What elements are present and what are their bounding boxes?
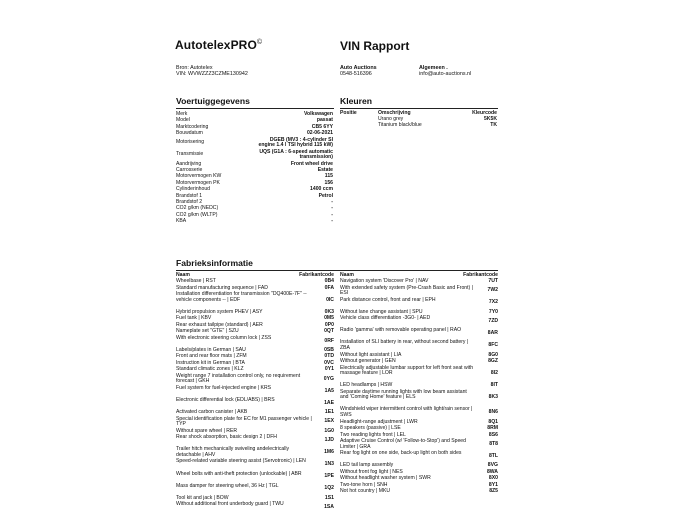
company-name: Auto Auctions [340, 65, 377, 71]
factory-item-name: Without front fog light | NES [340, 468, 403, 475]
factory-item-name: Electronic differential lock (EDL/ABS) | BRS [176, 397, 275, 403]
vehicle-value: 1400 ccm [310, 186, 333, 193]
factory-item-name: LED headlamps | HSW [340, 382, 393, 389]
factory-item-code: 7W2 [487, 287, 498, 294]
factory-item-name: Labels/plates in German | SAU [176, 346, 246, 353]
factory-item-name: Fuel system for fuel-injected engine | KRS [176, 384, 272, 391]
vehicle-value: - [331, 211, 333, 218]
factory-item-name: Tool kit and jack | BOW [176, 494, 229, 501]
vehicle-label: Merk [176, 111, 188, 117]
vehicle-label: Cylinderinhoud [176, 186, 210, 193]
factory-item-code: 8Z5 [489, 488, 498, 495]
vehicle-label: Bouwdatum [176, 130, 203, 137]
color-description: Urano grey [378, 116, 404, 122]
factory-item-code: 1Q2 [324, 485, 334, 492]
factory-item-name: LED tail lamp assembly [340, 462, 394, 469]
factory-item-name: Rear exhaust tailpipe (standard) | AER [176, 321, 263, 328]
factory-item-code: 8TL [488, 452, 498, 459]
vehicle-value: CB5 6YY [311, 123, 333, 130]
factory-item-code: 1A5 [324, 387, 334, 394]
vehicle-value: Front wheel drive [290, 160, 333, 167]
vehicle-value: 156 [324, 179, 333, 186]
factory-item-name: Rear shock absorption, basic design 2 | DFH [176, 434, 277, 441]
vehicle-label: Brandstof 1 [176, 192, 203, 199]
factory-item-name: Without generator | GEN [340, 358, 396, 364]
factory-item-name: Without spare wheel | RER [176, 427, 238, 434]
factory-col-code-left: Fabrikantcode [299, 272, 334, 278]
factory-item-name: Adaptive Cruise Control (w/ 'Follow-to-Stop') and Speed Limiter | GRA [340, 438, 466, 450]
factory-item-name: Without lane change assistant | SPU [340, 308, 423, 315]
factory-item-code: 1S1 [324, 494, 334, 501]
vehicle-value: Volkswagen [303, 111, 333, 117]
factory-item-name: Hybrid propulsion system PHEV | ASY [176, 308, 263, 315]
factory-item-code: 0M5 [324, 315, 334, 322]
vehicle-label: Marktcodering [176, 123, 209, 130]
factory-item-name: 8 speakers (passive) | LSE [340, 425, 401, 431]
vehicle-label: KBA [176, 218, 187, 225]
color-code: 5K5K [483, 116, 497, 122]
source-line: Bron: Autotelex [176, 65, 213, 71]
factory-item-code: 8IT [490, 382, 498, 389]
factory-item-name: Instruction kit in German | BTA [176, 359, 245, 366]
factory-item-code: 1E1 [324, 409, 334, 416]
factory-item-name: Installation of SLI battery in rear, without second battery | ZBA [340, 339, 469, 351]
factory-item-code: 1G0 [324, 427, 334, 434]
factory-item-code: 1N3 [324, 461, 334, 468]
vehicle-value: Estate [317, 167, 333, 173]
factory-item-code: 0IC [326, 296, 334, 303]
factory-item-name: Without headlight washer system | SWR [340, 475, 431, 482]
factory-heading: Fabrieksinformatie [176, 258, 253, 268]
factory-item-name: Vehicle class differentiation -3G0- | AED [340, 315, 431, 322]
factory-item-code: 0B4 [324, 278, 334, 284]
factory-item-name: Not hot country | MKU [340, 488, 391, 495]
factory-item-code: 1JD [324, 437, 334, 443]
factory-item-name: Rear fog light on one side, back-up light on both sides [340, 450, 462, 457]
factory-item-name: Two reading lights front | LEL [340, 431, 406, 438]
factory-item-name: Fuel tank | KBV [176, 315, 212, 322]
vehicle-label: Aandrijving [176, 160, 202, 167]
colors-heading: Kleuren [340, 96, 372, 106]
factory-col-code-right: Fabrikantcode [463, 272, 498, 278]
vehicle-label: CO2 g/km (NEDC) [176, 205, 219, 212]
factory-item-code: 8FC [488, 342, 498, 349]
vehicle-label: Model [176, 117, 190, 124]
factory-item-name: Weight range 7 installation control only, no requirement forecast | GKH [176, 372, 301, 385]
factory-item-code: 7ZD [488, 318, 498, 324]
factory-item-code: 0Y1 [324, 366, 334, 373]
factory-item-name: Wheelbase | RST [176, 278, 216, 284]
factory-item-name: Radio 'gamma' with removable operating panel | RAO [340, 327, 462, 334]
factory-item-name: Park distance control, front and rear | EPH [340, 296, 436, 303]
vehicle-value: 02-06-2021 [306, 130, 333, 137]
factory-item-code: 8S6 [488, 431, 498, 438]
factory-item-code: 0TD [324, 353, 334, 360]
colors-divider [340, 108, 498, 109]
factory-item-name: Front and rear floor mats | ZFM [176, 353, 247, 360]
vehicle-value: DGEB (MV3 : 4-cylinder SI engine 1.4 l TSI hybrid 115 kW) [258, 136, 333, 149]
colors-col-code: Kleurcode [472, 110, 497, 116]
vehicle-value: Petrol [318, 192, 333, 199]
factory-item-name: Activated carbon canister | AKB [176, 409, 248, 416]
factory-item-code: 8Q1 [488, 418, 498, 425]
factory-item-name: Nameplate set "GTE" | SZU [176, 328, 239, 335]
factory-item-code: 7X2 [488, 299, 498, 306]
document-title: VIN Rapport [340, 39, 410, 53]
factory-divider [176, 270, 498, 271]
factory-item-name: With extended safety system (Pre-Crash Basic and Front) | ESI [340, 284, 473, 297]
vehicle-label: Motorvermogen KW [176, 173, 222, 180]
factory-item-name: Two-tone horn | SNH [340, 481, 388, 488]
factory-item-code: 0P0 [324, 321, 334, 328]
factory-item-code: 8Y1 [488, 481, 498, 488]
factory-item-name: Headlight-range adjustment | LWR [340, 418, 418, 425]
factory-item-code: 7UT [488, 278, 498, 284]
vehicle-heading: Voertuiggegevens [176, 96, 250, 106]
vehicle-value: 115 [324, 173, 333, 180]
factory-item-code: 0FA [324, 284, 334, 291]
factory-item-name: Electrically adjustable lumbar support for left front seat with massage feature | LOR [340, 364, 474, 377]
factory-item-code: 8VG [487, 462, 498, 469]
vehicle-label: Motorvermogen PK [176, 179, 220, 186]
company-email: info@auto-auctions.nl [419, 71, 472, 77]
factory-item-code: 8N6 [488, 409, 498, 416]
factory-item-code: 0K3 [324, 308, 334, 315]
factory-item-name: Windshield wiper intermittent control with light/rain sensor | SWS [340, 406, 473, 418]
vehicle-label: Motorisering [176, 139, 205, 146]
factory-item-name: With electronic steering column lock | ZSS [176, 334, 272, 341]
factory-item-code: 0QT [324, 328, 334, 335]
factory-item-code: 8RM [487, 425, 498, 431]
factory-item-name: Special identification plate for EC for M1 passenger vehicle | TYP [176, 415, 312, 428]
factory-item-name: Mass damper for steering wheel, 36 Hz | TGL [176, 482, 279, 489]
colors-col-description: Omschrijving [378, 110, 411, 116]
factory-item-name: Standard manufacturing sequence | FAD [176, 284, 268, 291]
factory-item-code: 1SA [324, 504, 334, 510]
factory-item-code: 8WA [486, 468, 498, 475]
vehicle-label: CO2 g/km (WLTP) [176, 211, 218, 218]
brand-logo-text: AutotelexPRO© [175, 38, 263, 52]
vehicle-divider [176, 108, 334, 109]
factory-item-name: Without light assistant | LIA [340, 351, 402, 358]
company-phone: 0548-516396 [340, 71, 372, 77]
vehicle-value: - [331, 205, 333, 212]
factory-item-name: Standard climatic zones | KLZ [176, 366, 244, 373]
factory-item-code: 8K3 [488, 394, 498, 401]
factory-item-name: Separate daytime running lights with low beam assistant and 'Coming Home' feature | ELS [340, 388, 467, 401]
vehicle-value: - [331, 218, 333, 225]
factory-item-code: 0YG [323, 375, 334, 382]
factory-item-code: 8G0 [488, 351, 498, 358]
factory-item-code: 0VC [324, 359, 334, 366]
factory-item-code: 0SB [324, 346, 334, 353]
vehicle-label: Carrosserie [176, 167, 203, 173]
factory-item-name: Trailer hitch mechanically swiveling andelectrically detachable | AHV [176, 446, 290, 458]
color-code: TK [490, 122, 497, 128]
vehicle-value: - [331, 199, 333, 205]
vehicle-label: Transmissie [176, 151, 204, 158]
factory-item-code: 1AE [324, 399, 334, 406]
factory-col-name-left: Naam [176, 272, 190, 278]
factory-item-name: Installation differentiation for transmission "DQ400E-7F" -- vehicle components -- | EDF [176, 291, 307, 303]
vehicle-value: UQS (G1A : 6-speed automatic transmission) [259, 148, 333, 161]
factory-item-code: 8AR [487, 330, 498, 337]
factory-item-code: 0RF [324, 337, 334, 344]
vin-line: VIN: WVWZZZ3CZME130942 [176, 71, 248, 77]
factory-item-code: 1PE [324, 473, 334, 480]
factory-item-name: Speed-related variable steering assist (Servotronic) | LEN [176, 458, 306, 465]
colors-col-position: Positie [340, 110, 357, 116]
factory-item-code: 7Y0 [488, 308, 498, 315]
factory-item-name: Wheel bolts with anti-theft protection (unlockable) | ABR [176, 470, 302, 477]
vehicle-value: passat [316, 117, 333, 124]
vehicle-label: Brandstof 2 [176, 199, 203, 205]
factory-col-name-right: Naam [340, 272, 354, 278]
factory-item-code: 1M6 [324, 449, 334, 456]
factory-item-code: 8X0 [488, 475, 498, 482]
factory-item-code: 8GZ [488, 358, 498, 364]
copyright-mark: © [256, 39, 263, 46]
factory-item-code: 1EX [324, 418, 334, 425]
factory-item-code: 8T8 [489, 440, 498, 447]
color-description: Titanium black/blue [378, 122, 422, 128]
factory-item-name: Navigation system 'Discover Pro' | NAV [340, 278, 429, 284]
factory-item-code: 8I2 [490, 370, 498, 377]
general-label: Algemeen . [419, 65, 448, 71]
factory-item-name: Without additional front underbody guard | TWU [176, 501, 284, 508]
